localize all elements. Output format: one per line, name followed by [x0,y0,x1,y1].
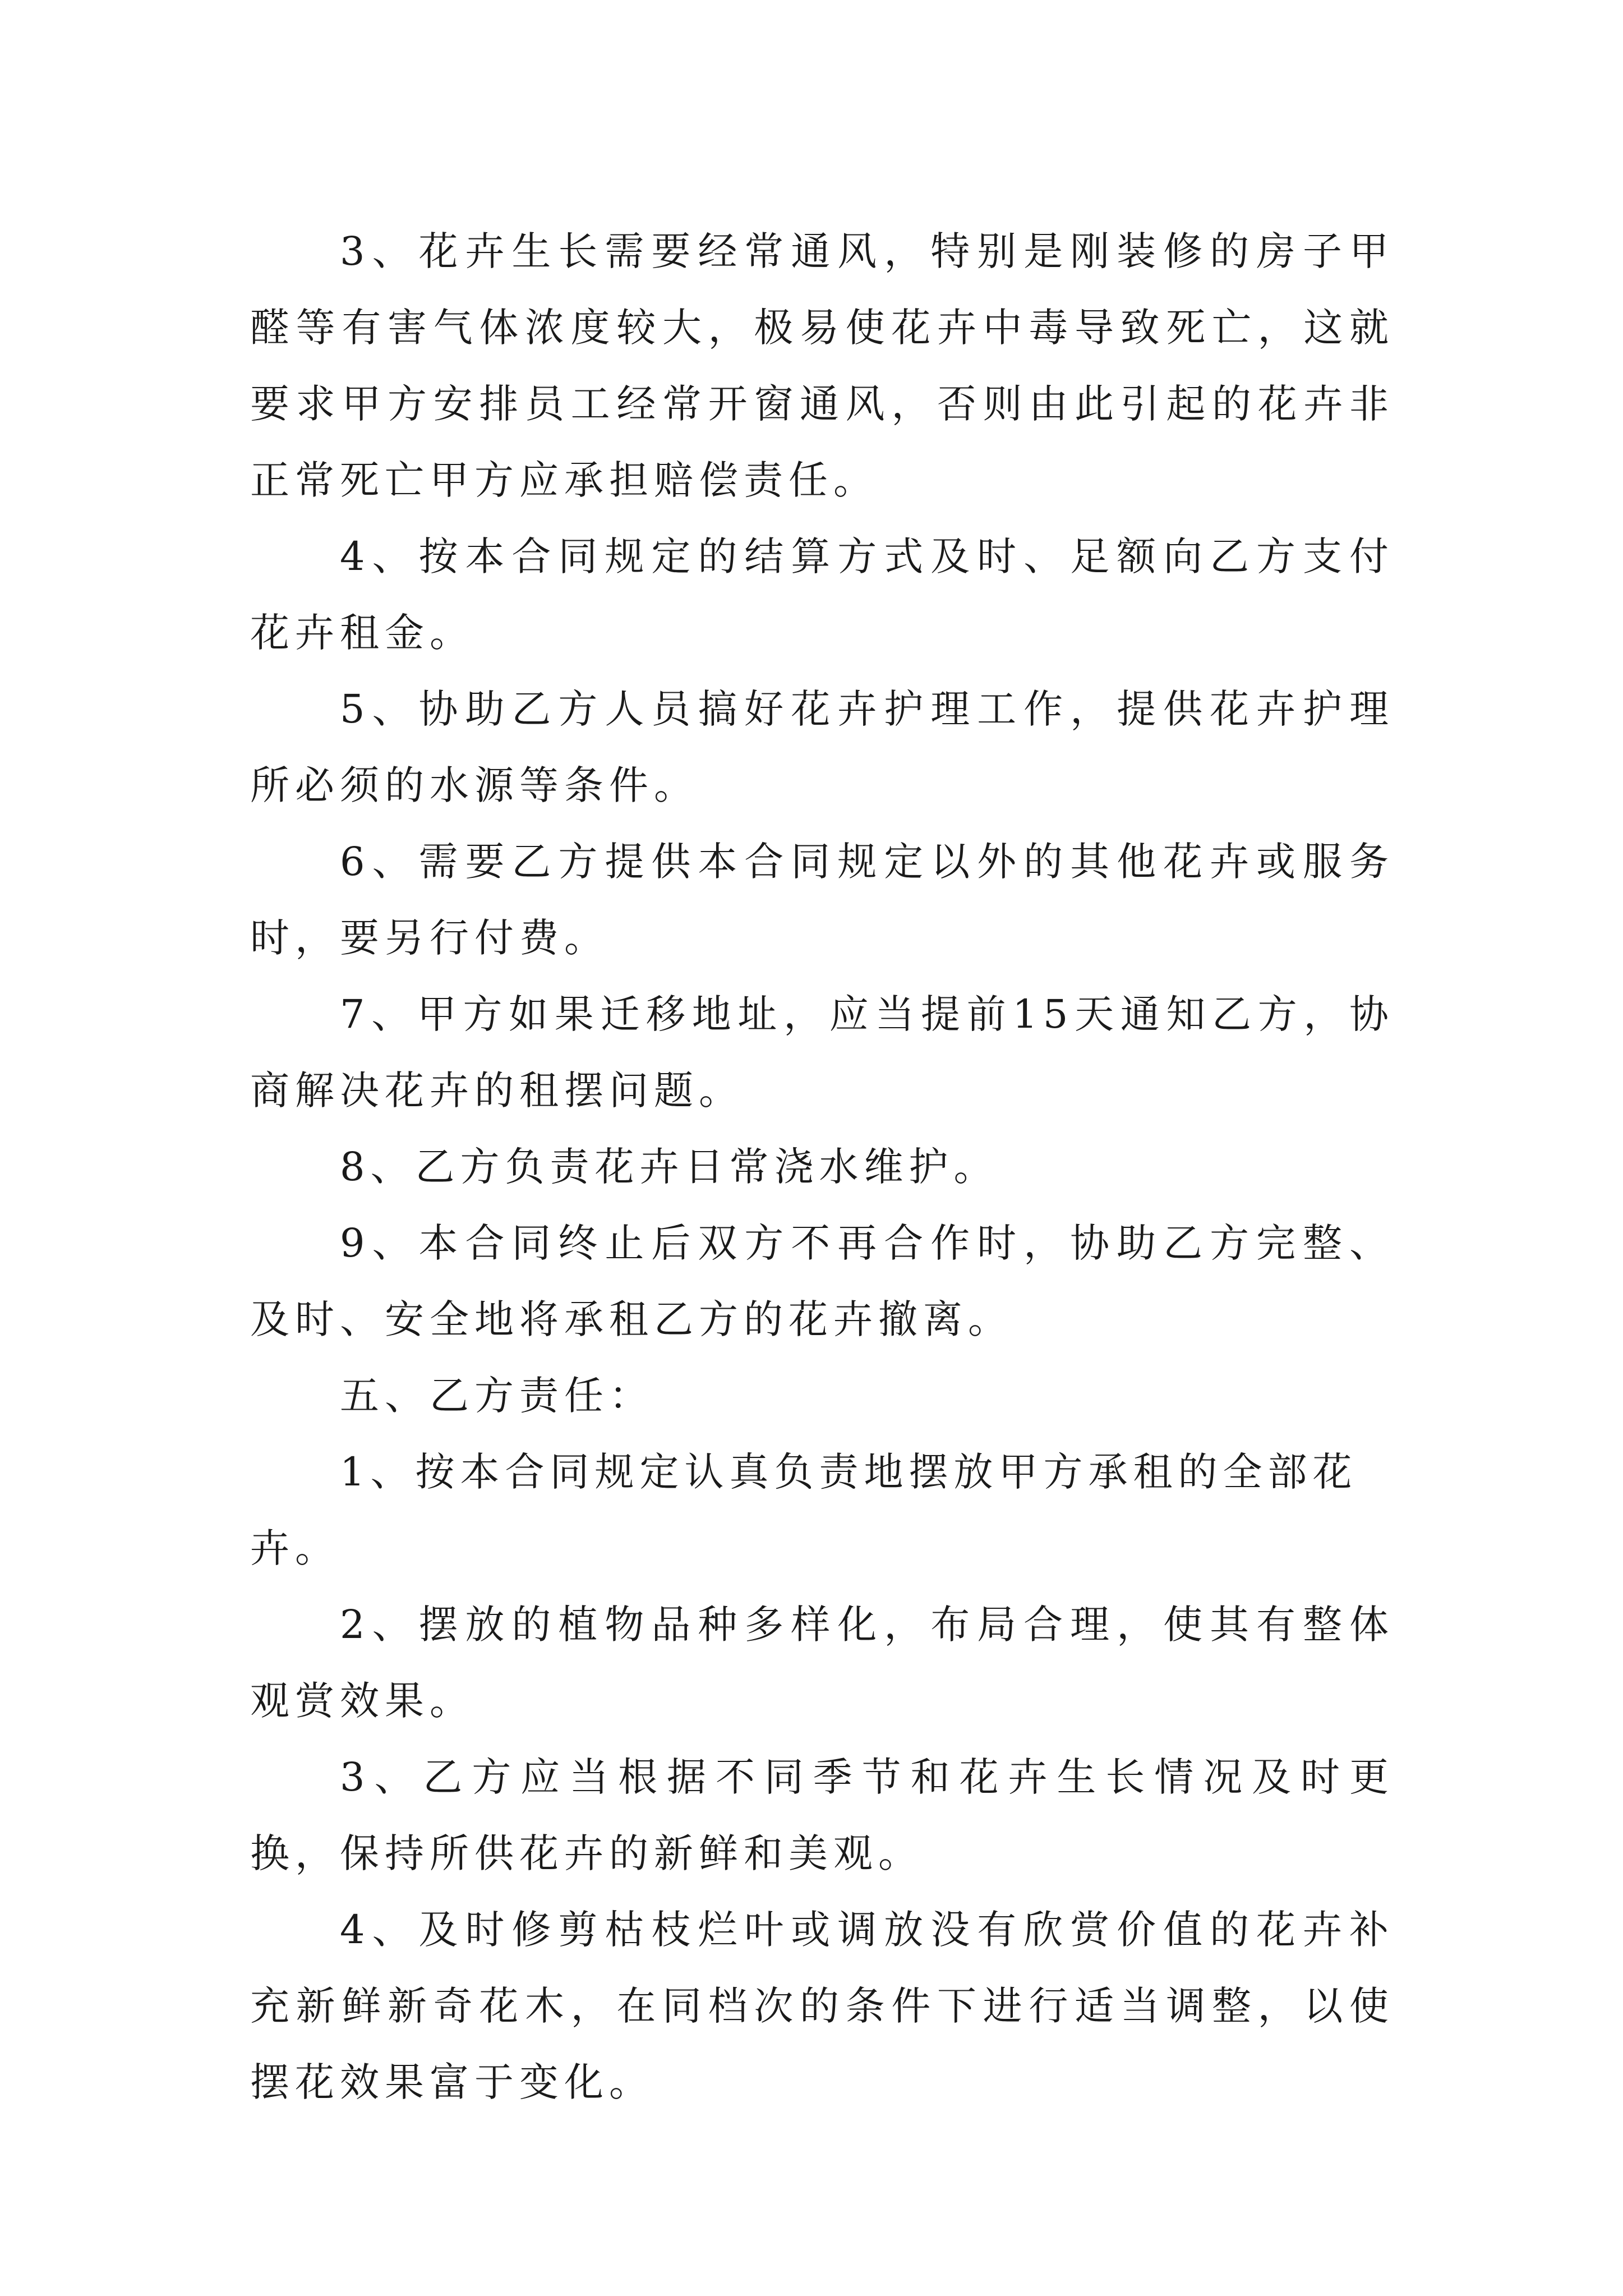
paragraph-b-item-2-variety: 2、摆放的植物品种多样化，布局合理，使其有整体观赏效果。 [250,1602,1394,1724]
document-body [250,213,1394,2120]
paragraph-item-4-payment: 4、按本合同规定的结算方式及时、足额向乙方支付花卉租金。 [250,533,1394,656]
paragraph-item-3-ventilation: 3、花卉生长需要经常通风，特别是刚装修的房子甲醛等有害气体浓度较大，极易使花卉中毒导致死亡，这就要求甲方安排员工经常开窗通风，否则由此引起的花卉非正常死亡甲方应承担赔偿责任。 [250,228,1394,503]
paragraph-item-7-relocation: 7、甲方如果迁移地址，应当提前15天通知乙方，协商解决花卉的租摆问题。 [250,991,1394,1114]
paragraph-item-8-watering: 8、乙方负责花卉日常浇水维护。 [340,1144,999,1190]
section-heading-party-b-duties: 五、乙方责任： [340,1373,654,1419]
paragraph-b-item-4-pruning: 4、及时修剪枯枝烂叶或调放没有欣赏价值的花卉补充新鲜新奇花木，在同档次的条件下进行适当调整，以使摆花效果富于变化。 [250,1907,1394,2105]
paragraph-b-item-3-replacement: 3、乙方应当根据不同季节和花卉生长情况及时更换，保持所供花卉的新鲜和美观。 [250,1754,1394,1876]
paragraph-item-6-extra-fees: 6、需要乙方提供本合同规定以外的其他花卉或服务时，要另行付费。 [250,839,1394,961]
paragraph-item-9-removal: 9、本合同终止后双方不再合作时，协助乙方完整、及时、安全地将承租乙方的花卉撤离。 [250,1220,1394,1342]
paragraph-item-5-assist-care: 5、协助乙方人员搞好花卉护理工作，提供花卉护理所必须的水源等条件。 [250,686,1394,808]
paragraph-b-item-1-placement: 1、按本合同规定认真负责地摆放甲方承租的全部花卉。 [250,1449,1358,1571]
